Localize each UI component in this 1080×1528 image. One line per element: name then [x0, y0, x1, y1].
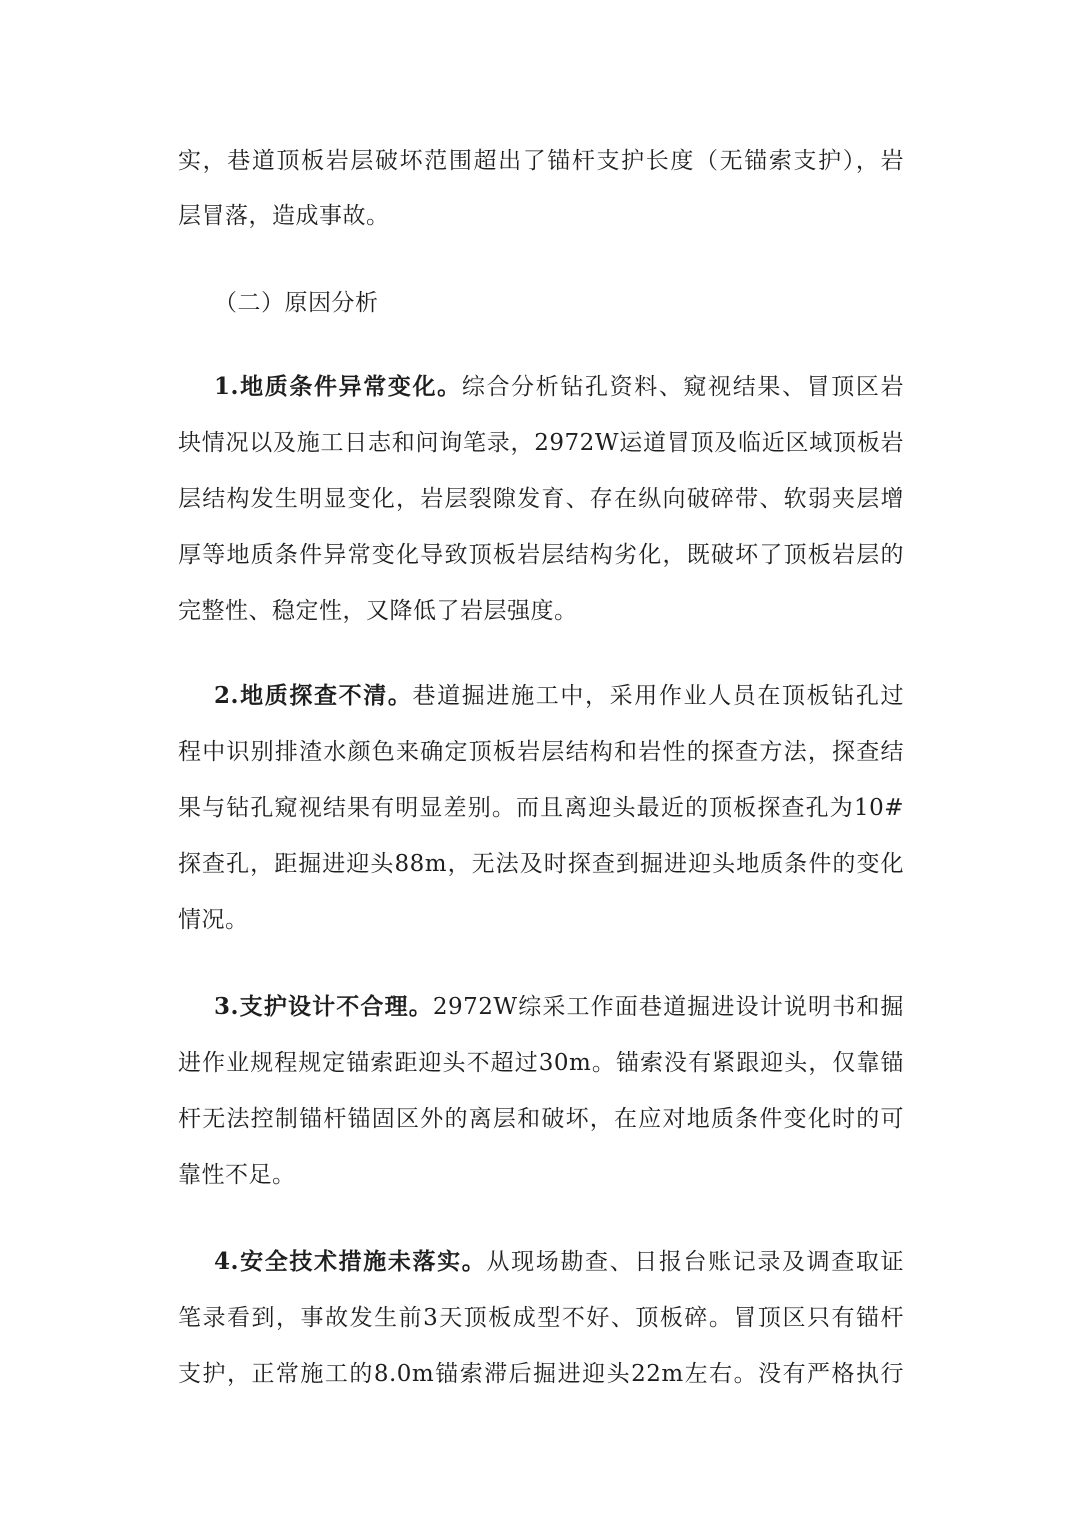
paragraph-line: 厚等地质条件异常变化导致顶板岩层结构劣化，既破坏了顶板岩层的: [178, 542, 904, 568]
paragraph-line: 情况。: [178, 907, 249, 933]
paragraph-line: 靠性不足。: [178, 1162, 296, 1188]
paragraph-text: 巷道掘进施工中，采用作业人员在顶板钻孔过: [412, 683, 904, 709]
paragraph-line: 探查孔，距掘进迎头88m，无法及时探查到掘进迎头地质条件的变化: [178, 851, 904, 877]
paragraph-line: 实，巷道顶板岩层破坏范围超出了锚杆支护长度（无锚索支护），岩: [178, 148, 904, 174]
paragraph-first-line: [214, 681, 904, 711]
paragraph-first-line: [214, 992, 904, 1022]
paragraph-line: 支护，正常施工的8.0m锚索滞后掘进迎头22m左右。没有严格执行: [178, 1361, 904, 1387]
paragraph-first-line: [214, 1247, 904, 1277]
paragraph-lead: 4.安全技术措施未落实。: [214, 1248, 487, 1275]
paragraph-line: 完整性、稳定性，又降低了岩层强度。: [178, 598, 578, 624]
paragraph-line: 杆无法控制锚杆锚固区外的离层和破坏，在应对地质条件变化时的可: [178, 1106, 904, 1132]
paragraph-lead: 2.地质探查不清。: [214, 682, 413, 709]
paragraph-lead: 1.地质条件异常变化。: [214, 373, 462, 400]
paragraph-lead: 3.支护设计不合理。: [214, 993, 433, 1020]
paragraph-first-line: [214, 372, 904, 402]
paragraph-text: 从现场勘查、日报台账记录及调查取证: [486, 1249, 905, 1275]
paragraph-line: 果与钻孔窥视结果有明显差别。而且离迎头最近的顶板探查孔为10#: [178, 795, 904, 821]
paragraph-line: 笔录看到，事故发生前3天顶板成型不好、顶板碎。冒顶区只有锚杆: [178, 1305, 904, 1331]
paragraph-line: 进作业规程规定锚索距迎头不超过30m。锚索没有紧跟迎头，仅靠锚: [178, 1050, 904, 1076]
paragraph-text: 综合分析钻孔资料、窥视结果、冒顶区岩: [461, 374, 905, 400]
paragraph-line: 程中识别排渣水颜色来确定顶板岩层结构和岩性的探查方法，探查结: [178, 739, 904, 765]
paragraph-line: 层冒落，造成事故。: [178, 203, 390, 229]
section-heading: （二）原因分析: [214, 290, 379, 316]
paragraph-line: 块情况以及施工日志和问询笔录，2972W运道冒顶及临近区域顶板岩: [178, 430, 904, 456]
paragraph-text: 2972W综采工作面巷道掘进设计说明书和掘: [432, 994, 904, 1020]
paragraph-line: 层结构发生明显变化，岩层裂隙发育、存在纵向破碎带、软弱夹层增: [178, 486, 904, 512]
